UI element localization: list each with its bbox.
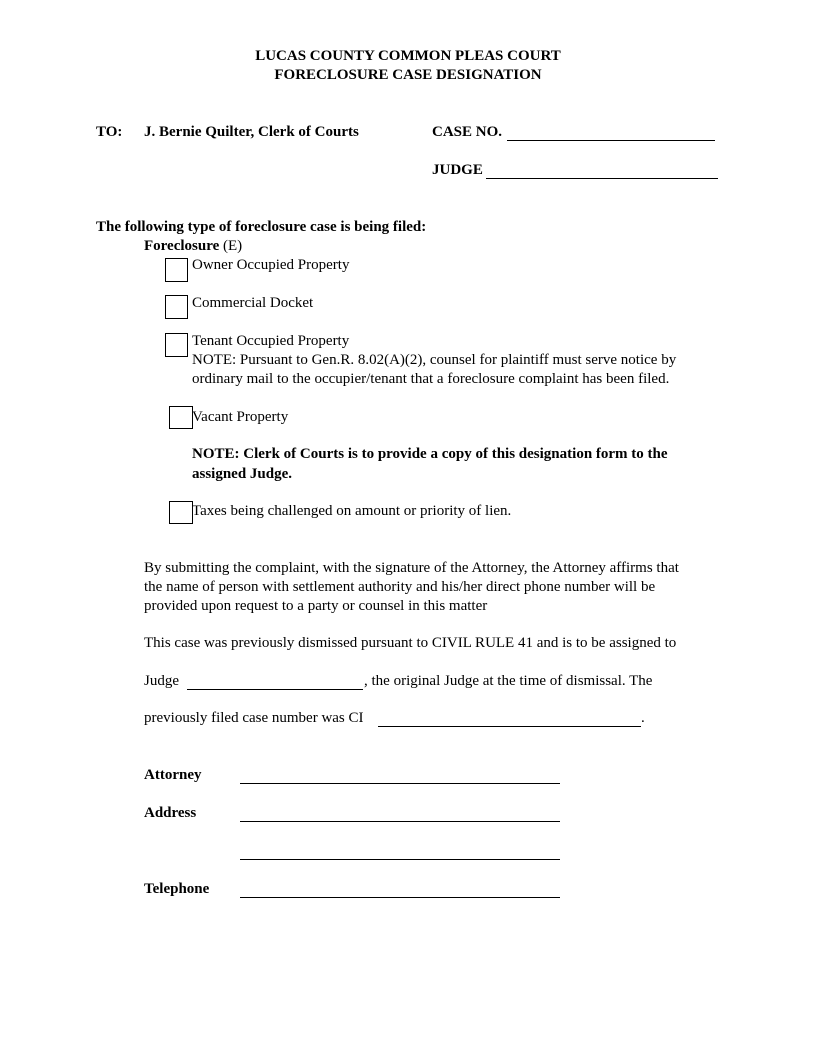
tenant-note-line2: ordinary mail to the occupier/tenant that a foreclosure complaint has been filed. (192, 371, 670, 387)
attorney-label: Attorney (144, 767, 202, 783)
affirmation-line2: the name of person with settlement authority and his/her direct phone number will be (144, 579, 656, 595)
form-title: FORECLOSURE CASE DESIGNATION (274, 67, 542, 83)
owner-occupied-label: Owner Occupied Property (192, 257, 350, 273)
affirmation-line3: provided upon request to a party or counsel in this matter (144, 598, 488, 614)
tenant-note-line1: NOTE: Pursuant to Gen.R. 8.02(A)(2), counsel for plaintiff must serve notice by (192, 352, 677, 368)
prev-case-suffix: . (641, 710, 645, 726)
dismissal-judge-suffix: , the original Judge at the time of dismissal. The (364, 673, 653, 689)
judge-label: JUDGE (432, 162, 483, 178)
clerk-note-line2: assigned Judge. (192, 466, 293, 482)
commercial-docket-checkbox[interactable] (165, 295, 188, 319)
owner-occupied-checkbox[interactable] (165, 258, 188, 282)
court-title: LUCAS COUNTY COMMON PLEAS COURT (255, 48, 561, 64)
affirmation-line1: By submitting the complaint, with the signature of the Attorney, the Attorney affirms that (144, 560, 679, 576)
case-no-field[interactable] (507, 140, 715, 141)
category-label: Foreclosure (144, 238, 220, 254)
dismissal-line1: This case was previously dismissed pursuant to CIVIL RULE 41 and is to be assigned to (144, 635, 677, 651)
prev-case-prefix: previously filed case number was CI (144, 710, 364, 726)
judge-field[interactable] (486, 178, 718, 179)
dismissal-judge-prefix: Judge (144, 673, 179, 689)
address-label: Address (144, 805, 197, 821)
telephone-field[interactable] (240, 897, 560, 898)
vacant-property-checkbox[interactable] (169, 406, 193, 429)
taxes-challenged-checkbox[interactable] (169, 501, 193, 524)
attorney-field[interactable] (240, 783, 560, 784)
case-no-label: CASE NO. (432, 124, 503, 140)
tenant-occupied-label: Tenant Occupied Property (192, 333, 350, 349)
clerk-note-line1: NOTE: Clerk of Courts is to provide a copy of this designation form to the (192, 446, 668, 462)
category-heading (144, 238, 242, 255)
commercial-docket-label: Commercial Docket (192, 295, 314, 311)
category-code: (E) (223, 238, 243, 254)
tenant-occupied-checkbox[interactable] (165, 333, 188, 357)
taxes-challenged-label: Taxes being challenged on amount or priority of lien. (192, 503, 512, 519)
prev-case-number-field[interactable] (378, 726, 641, 727)
vacant-property-label: Vacant Property (192, 409, 289, 425)
to-label: TO: (96, 124, 123, 140)
address-field-line2[interactable] (240, 859, 560, 860)
to-name: J. Bernie Quilter, Clerk of Courts (144, 124, 359, 140)
address-field-line1[interactable] (240, 821, 560, 822)
telephone-label: Telephone (144, 881, 210, 897)
filing-intro: The following type of foreclosure case is being filed: (96, 219, 427, 235)
dismissal-judge-field[interactable] (187, 689, 363, 690)
